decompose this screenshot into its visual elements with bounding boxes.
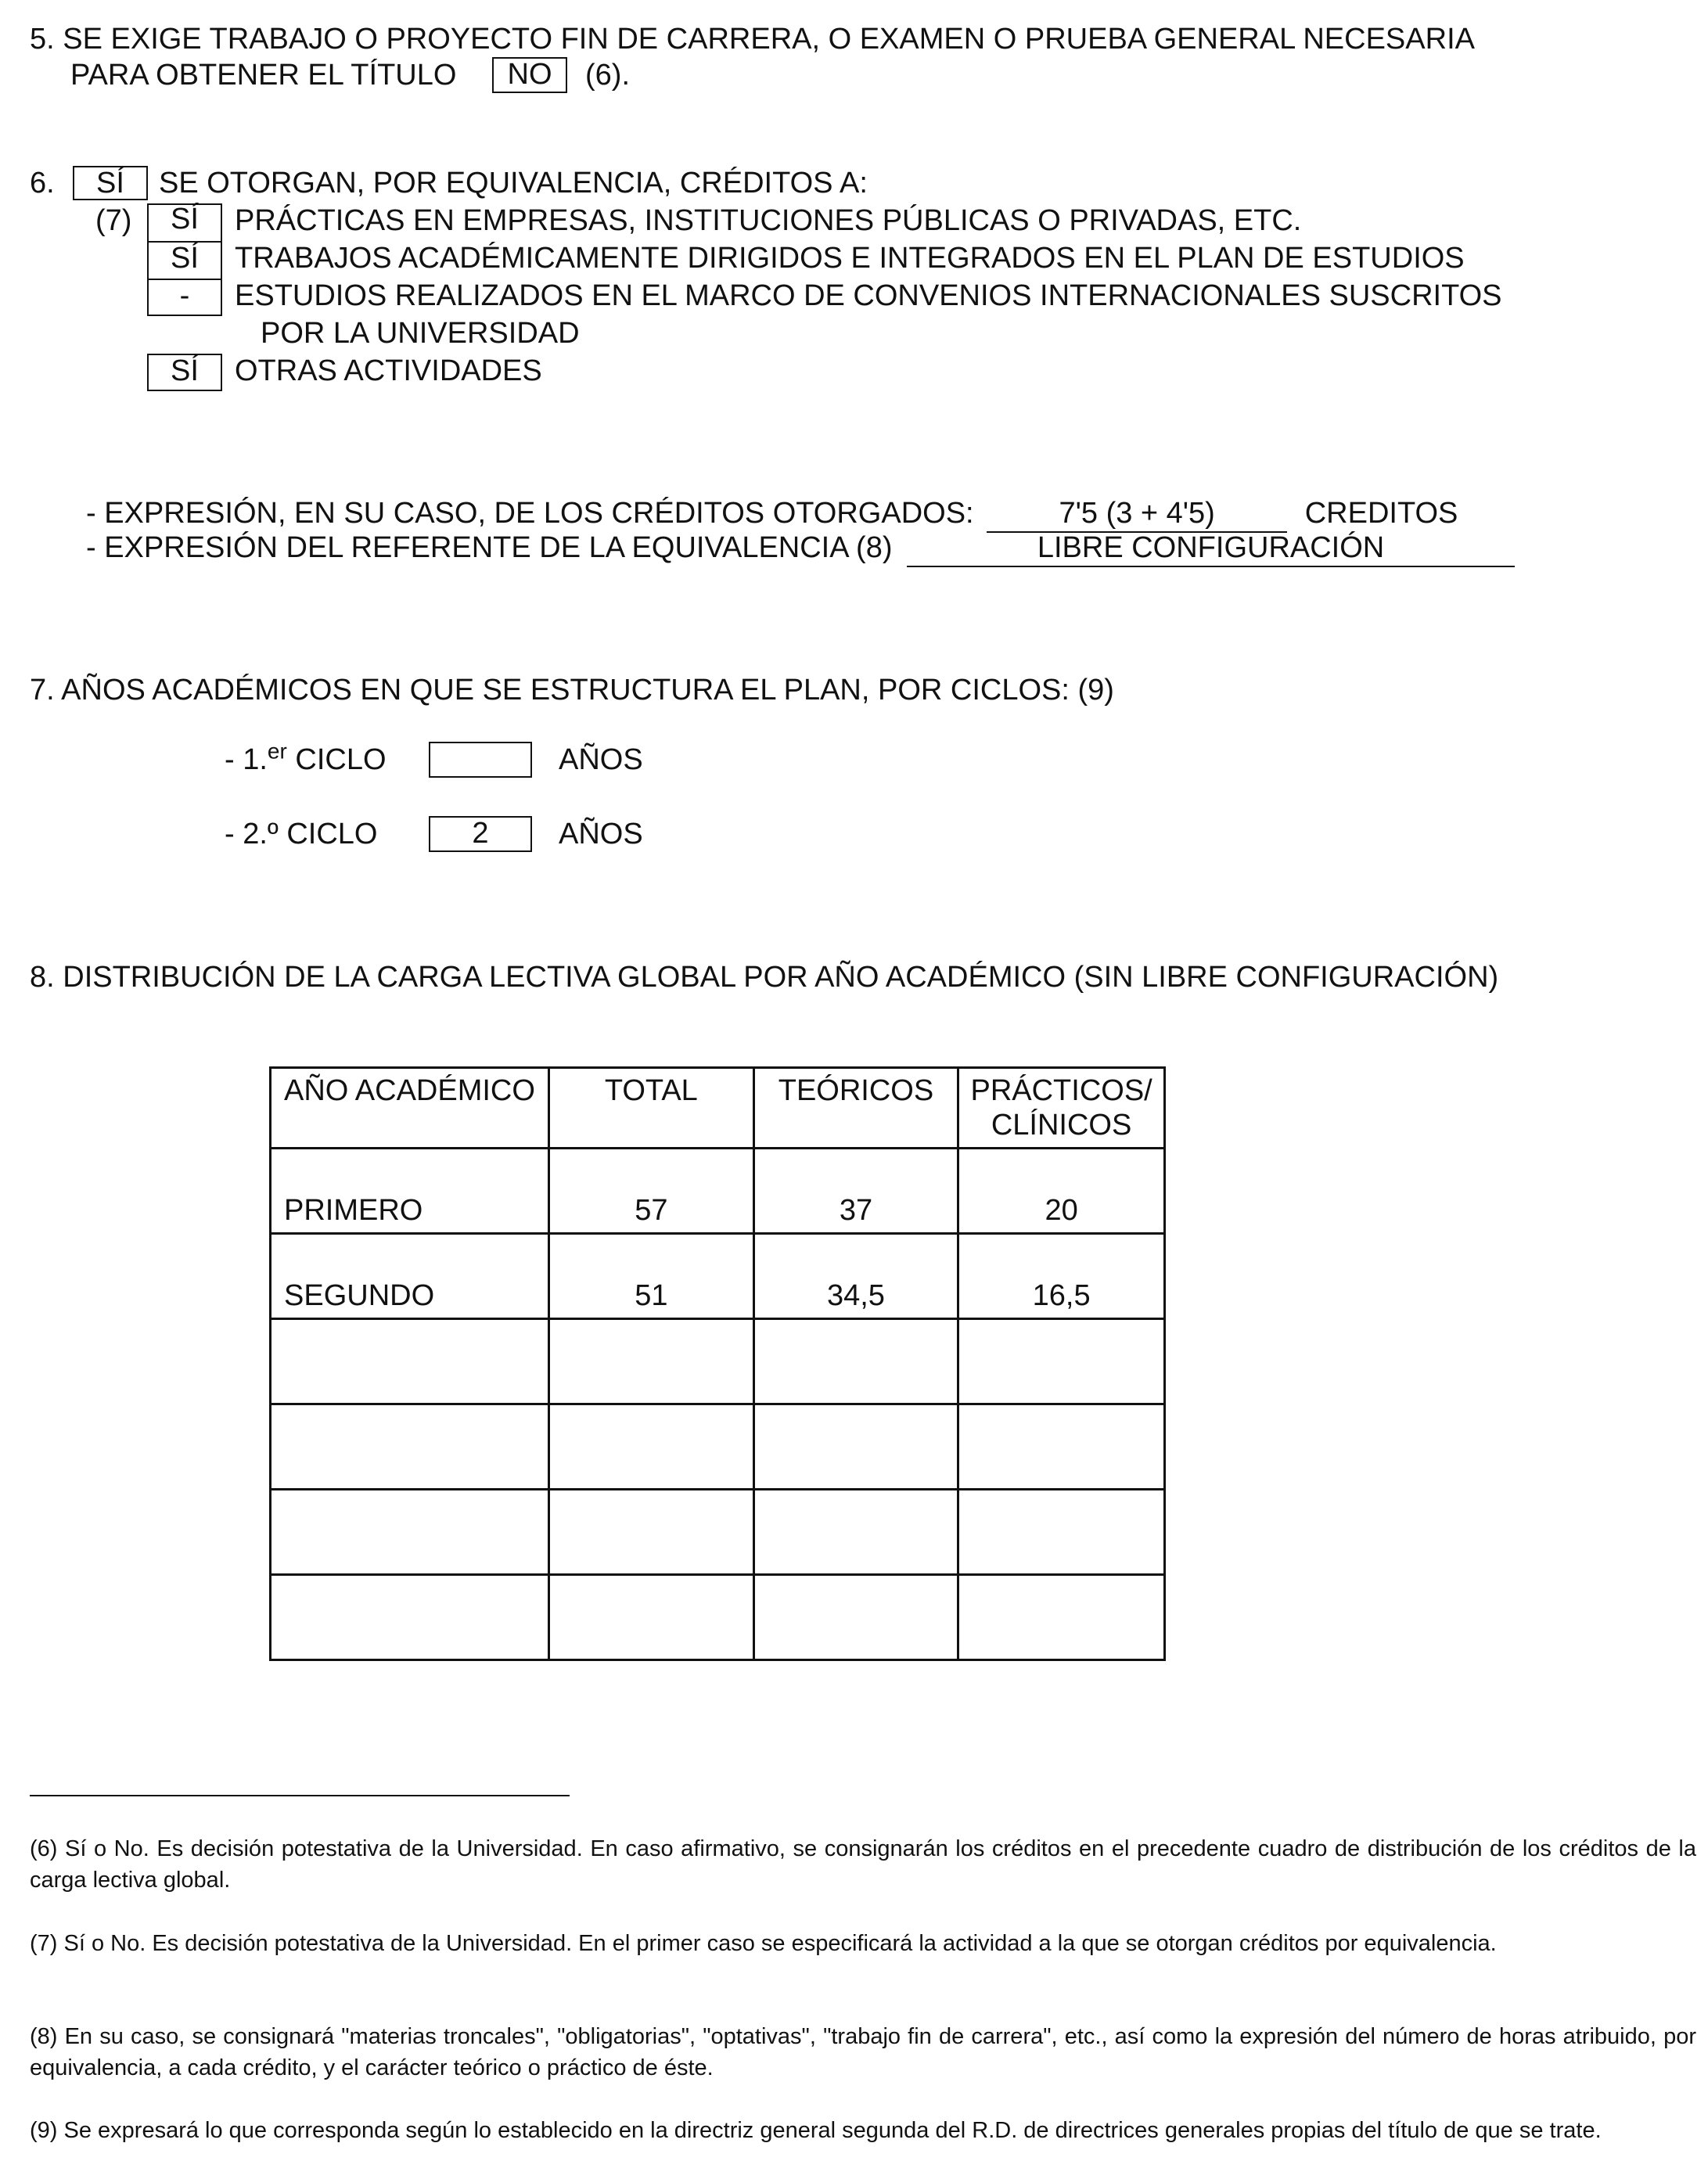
item-text-3: OTRAS ACTIVIDADES bbox=[235, 354, 542, 387]
load-distribution-table bbox=[269, 1066, 1166, 1661]
footnote-7: (7) Sí o No. Es decisión potestativa de la Universidad. En el primer caso se especificará la actividad a la que se otorgan créditos por equivalencia. bbox=[30, 1931, 1497, 1956]
footnote-8: (8) En su caso, se consignará "materias troncales", "obligatorias", "optativas", "trabajo fin de carrera", etc., así como la expresión del número de horas atribuido, por equivalencia, a cada crédito, y el carácter teórico o práctico de éste. bbox=[30, 2024, 1696, 2080]
table-row bbox=[271, 1149, 1165, 1234]
cell-practical bbox=[958, 1575, 1165, 1660]
cycle-1-unit: AÑOS bbox=[559, 743, 643, 776]
footnote-9: (9) Se expresará lo que corresponda según lo establecido en la directriz general segunda del R.D. de directrices generales propias del título de que se trate. bbox=[30, 2118, 1602, 2143]
cell-theoretical: 34,5 bbox=[753, 1234, 958, 1319]
cell-practical bbox=[958, 1404, 1165, 1490]
cell-year: SEGUNDO bbox=[271, 1234, 549, 1319]
section5-line1: 5. SE EXIGE TRABAJO O PROYECTO FIN DE CARRERA, O EXAMEN O PRUEBA GENERAL NECESARIA bbox=[30, 23, 1475, 56]
cell-total bbox=[548, 1490, 753, 1575]
cycle-2-label: - 2.º CICLO bbox=[225, 818, 378, 850]
cell-practical: 20 bbox=[958, 1149, 1165, 1234]
cell-total bbox=[548, 1575, 753, 1660]
table-row bbox=[271, 1490, 1165, 1575]
item-text-2b: POR LA UNIVERSIDAD bbox=[261, 317, 580, 350]
item-text-0: PRÁCTICAS EN EMPRESAS, INSTITUCIONES PÚBLICAS O PRIVADAS, ETC. bbox=[235, 204, 1302, 237]
credits-value: 7'5 (3 + 4'5) bbox=[987, 495, 1287, 533]
cell-theoretical bbox=[753, 1319, 958, 1404]
table-row bbox=[271, 1319, 1165, 1404]
cell-theoretical bbox=[753, 1404, 958, 1490]
header-practical: PRÁCTICOS/ CLÍNICOS bbox=[958, 1068, 1165, 1149]
table-header-row bbox=[271, 1068, 1165, 1149]
cell-theoretical bbox=[753, 1490, 958, 1575]
referent-value: LIBRE CONFIGURACIÓN bbox=[907, 530, 1515, 567]
cell-practical bbox=[958, 1319, 1165, 1404]
footnote-6: (6) Sí o No. Es decisión potestativa de la Universidad. En caso afirmativo, se consignarán los créditos en el precedente cuadro de distribución de los créditos de la carga lectiva global. bbox=[30, 1836, 1696, 1893]
section5-answer-box: NO bbox=[492, 57, 567, 93]
cycle-1-label: - 1.$^{er}$ CICLO bbox=[225, 739, 387, 776]
section5-line2: PARA OBTENER EL TÍTULO bbox=[70, 59, 457, 92]
cycle-1-years-box bbox=[429, 742, 532, 778]
referent-label: - EXPRESIÓN DEL REFERENTE DE LA EQUIVALENCIA (8) bbox=[86, 531, 893, 564]
footnote-separator bbox=[30, 1795, 570, 1796]
cell-year bbox=[271, 1575, 549, 1660]
item-answer-3: SÍ bbox=[147, 354, 222, 391]
cell-theoretical: 37 bbox=[753, 1149, 958, 1234]
item-text-1: TRABAJOS ACADÉMICAMENTE DIRIGIDOS E INTEGRADOS EN EL PLAN DE ESTUDIOS bbox=[235, 242, 1465, 275]
cell-year bbox=[271, 1490, 549, 1575]
cell-practical: 16,5 bbox=[958, 1234, 1165, 1319]
section6-note: (7) bbox=[95, 204, 132, 237]
cell-year bbox=[271, 1319, 549, 1404]
table-row bbox=[271, 1404, 1165, 1490]
table-row bbox=[271, 1575, 1165, 1660]
item-text-2: ESTUDIOS REALIZADOS EN EL MARCO DE CONVENIOS INTERNACIONALES SUSCRITOS bbox=[235, 279, 1502, 312]
cell-total bbox=[548, 1319, 753, 1404]
item-answer-0: SÍ bbox=[171, 203, 199, 236]
section6-number: 6. bbox=[30, 167, 55, 200]
cell-total: 51 bbox=[548, 1234, 753, 1319]
section6-main-text: SE OTORGAN, POR EQUIVALENCIA, CRÉDITOS A: bbox=[159, 167, 868, 200]
referent-line bbox=[86, 530, 1515, 567]
section6-main-answer-box: SÍ bbox=[73, 166, 148, 200]
table-row bbox=[271, 1234, 1165, 1319]
header-total: TOTAL bbox=[548, 1068, 753, 1149]
item-answer-1: SÍ bbox=[147, 241, 222, 279]
credits-label: - EXPRESIÓN, EN SU CASO, DE LOS CRÉDITOS OTORGADOS: bbox=[86, 497, 974, 530]
cell-year bbox=[271, 1404, 549, 1490]
cell-year: PRIMERO bbox=[271, 1149, 549, 1234]
cell-total: 57 bbox=[548, 1149, 753, 1234]
cycle-2-unit: AÑOS bbox=[559, 818, 643, 850]
section5-note: (6). bbox=[585, 59, 630, 92]
cell-practical bbox=[958, 1490, 1165, 1575]
cell-total bbox=[548, 1404, 753, 1490]
section7-title: 7. AÑOS ACADÉMICOS EN QUE SE ESTRUCTURA EL PLAN, POR CICLOS: (9) bbox=[30, 674, 1114, 707]
section8-title: 8. DISTRIBUCIÓN DE LA CARGA LECTIVA GLOBAL POR AÑO ACADÉMICO (SIN LIBRE CONFIGURACIÓN) bbox=[30, 961, 1499, 994]
cycle-2-years-box: 2 bbox=[429, 816, 532, 852]
credits-line bbox=[86, 495, 1458, 533]
credits-unit: CREDITOS bbox=[1304, 497, 1458, 530]
header-academic-year: AÑO ACADÉMICO bbox=[271, 1068, 549, 1149]
item-answer-2: - bbox=[147, 279, 222, 316]
cell-theoretical bbox=[753, 1575, 958, 1660]
header-theoretical: TEÓRICOS bbox=[753, 1068, 958, 1149]
